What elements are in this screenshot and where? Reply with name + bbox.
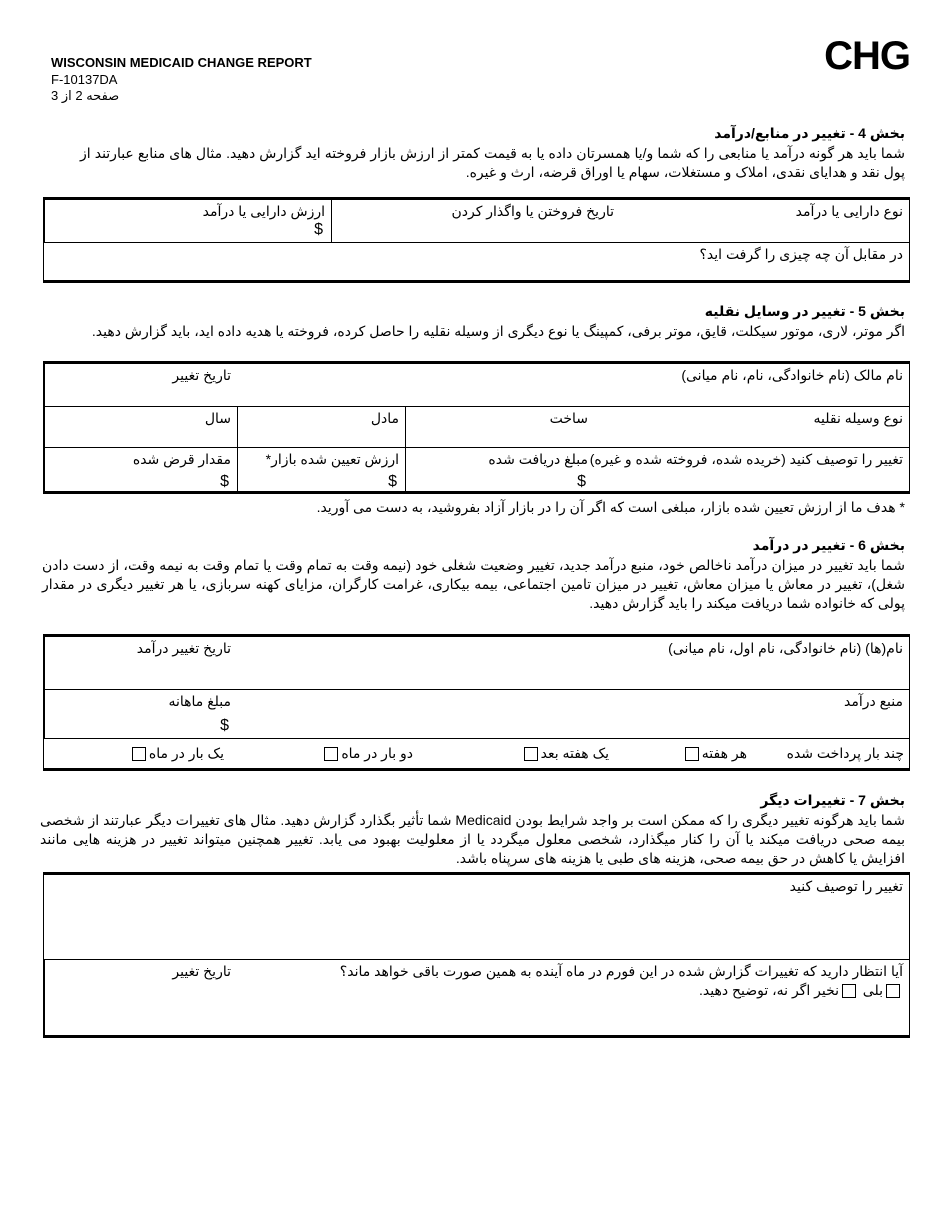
- once-month-option[interactable]: یک بار در ماه: [129, 745, 224, 762]
- section4-title: بخش 4 - تغییر در منابع/درآمد: [714, 125, 905, 141]
- section4-table: [43, 197, 910, 283]
- section6-body: شما باید تغییر در میزان درآمد ناخالص خود، منبع درآمد جدید، تغییر وضعیت شغلی خود (نیمه وقت به تمام وقت یا تمام وقت به نیمه وقت، از دست دادن شغل)، تغییر در معاش یا میزان معاش، تغییر در میزان تامین اجتماعی، بیمه بیکاری، غرامت کارگران، مزایای کهنه سربازی، یا هر تغییر دیگری در مقدار پولی که خانواده شما دریافت میکند را باید گزارش دهید.: [42, 557, 905, 611]
- pay-frequency-label: چند بار پرداخت شده: [786, 745, 904, 761]
- income-source-field[interactable]: منبع درآمد: [843, 693, 903, 709]
- yes-option[interactable]: بلی: [863, 982, 903, 999]
- amount-received-field[interactable]: مبلغ دریافت شده $: [405, 448, 594, 494]
- page-number: صفحه 2 از 3: [51, 88, 120, 103]
- section5-body: اگر موتر، لاری، موتور سیکلت، قایق، موتر برفی، کمپینگ یا نوع دیگری از وسیله نقلیه را حاصل کرده، فروخته یا هدیه داده اید، باید گزارش دهید.: [91, 323, 905, 339]
- owner-name-field[interactable]: نام مالک (نام خانوادگی، نام، نام میانی): [681, 367, 903, 383]
- expectation-question-field: آیا انتظار دارید که تغییرات گزارش شده در این فورم در ماه آینده به همین صورت باقی خواهد ماند؟ بلی نخیر اگر نه، توضیح دهید.: [339, 963, 903, 998]
- section7-table: [43, 872, 910, 1038]
- model-field[interactable]: مادل: [237, 407, 405, 447]
- received-field[interactable]: در مقابل آن چه چیزی را گرفت اید؟: [44, 242, 909, 283]
- pay-frequency-row: [44, 738, 909, 771]
- describe-other-change-field[interactable]: تغییر را توصیف کنید: [789, 878, 903, 894]
- section5-title: بخش 5 - تغییر در وسایل نقلیه: [704, 303, 905, 319]
- twice-month-option[interactable]: دو بار در ماه: [321, 745, 413, 762]
- biweekly-checkbox[interactable]: [524, 747, 538, 761]
- section6-table: [43, 634, 910, 771]
- section6-title: بخش 6 - تغییر در درآمد: [752, 537, 905, 553]
- twice-month-checkbox[interactable]: [324, 747, 338, 761]
- loan-amount-field[interactable]: مقدار قرض شده $: [44, 448, 237, 494]
- names-field[interactable]: نام(ها) (نام خانوادگی، نام اول، نام میانی): [668, 640, 903, 656]
- biweekly-option[interactable]: یک هفته بعد: [521, 745, 609, 762]
- year-field[interactable]: سال: [44, 407, 237, 447]
- no-checkbox[interactable]: [842, 984, 856, 998]
- change-date-field[interactable]: تاریخ تغییر: [44, 364, 237, 406]
- form-title: WISCONSIN MEDICAID CHANGE REPORT: [51, 55, 312, 70]
- market-value-field[interactable]: ارزش تعیین شده بازار* $: [237, 448, 405, 494]
- asset-value-field[interactable]: ارزش دارایی یا درآمد $: [44, 200, 331, 242]
- weekly-option[interactable]: هر هفته: [682, 745, 747, 762]
- form-code: CHG: [824, 34, 910, 78]
- section4-body: شما باید هر گونه درآمد یا منابعی را که شما و/یا همسرتان داده یا به قیمت کمتر از ارزش بازار فروخته اید گزارش دهید. مثال های منابع عبارتند از پول نقد و هدایای نقدی، املاک و مستغلات، سهام یا اوراق قرضه، ارث و غیره.: [80, 145, 905, 180]
- section7-body: شما باید هرگونه تغییر دیگری را که ممکن است بر واجد شرایط بودن Medicaid شما تأثیر بگذارد گزارش دهید. مثال های تغییرات دیگر عبارتند از شخصی بیمه صحی دریافت میکند یا آن را کنار میگذارد، شخصی معلول میگردد یا از معلولیت بهبود می یابد. تغییر همچنین میتواند تغییر در هزینه هایی مانند افزایش یا کاهش در حق بیمه صحی، هزینه های طبی یا هزینه های سرپناه باشد.: [40, 812, 905, 866]
- yes-checkbox[interactable]: [886, 984, 900, 998]
- once-month-checkbox[interactable]: [132, 747, 146, 761]
- market-value-footnote: * هدف ما از ارزش تعیین شده بازار، مبلغی است که اگر آن را در بازار آزاد بفروشید، به دست می آورید.: [316, 499, 905, 515]
- monthly-amount-field[interactable]: مبلغ ماهانه $: [44, 690, 237, 738]
- make-field[interactable]: ساخت: [405, 407, 594, 447]
- no-option[interactable]: نخیر اگر نه، توضیح دهید.: [699, 982, 859, 999]
- weekly-checkbox[interactable]: [685, 747, 699, 761]
- sale-date-field[interactable]: تاریخ فروختن یا واگذار کردن: [331, 200, 620, 242]
- vehicle-type-field[interactable]: نوع وسیله نقلیه: [813, 410, 903, 426]
- other-change-date-field[interactable]: تاریخ تغییر: [44, 960, 237, 1036]
- section5-table: [43, 361, 910, 494]
- form-number: F-10137DA: [51, 72, 118, 87]
- asset-type-field[interactable]: نوع دارایی یا درآمد: [795, 203, 903, 219]
- section7-title: بخش 7 - تغییرات دیگر: [760, 792, 905, 808]
- income-change-date-field[interactable]: تاریخ تغییر درآمد: [44, 637, 237, 689]
- describe-change-field[interactable]: تغییر را توصیف کنید (خریده شده، فروخته شده و غیره): [589, 451, 903, 467]
